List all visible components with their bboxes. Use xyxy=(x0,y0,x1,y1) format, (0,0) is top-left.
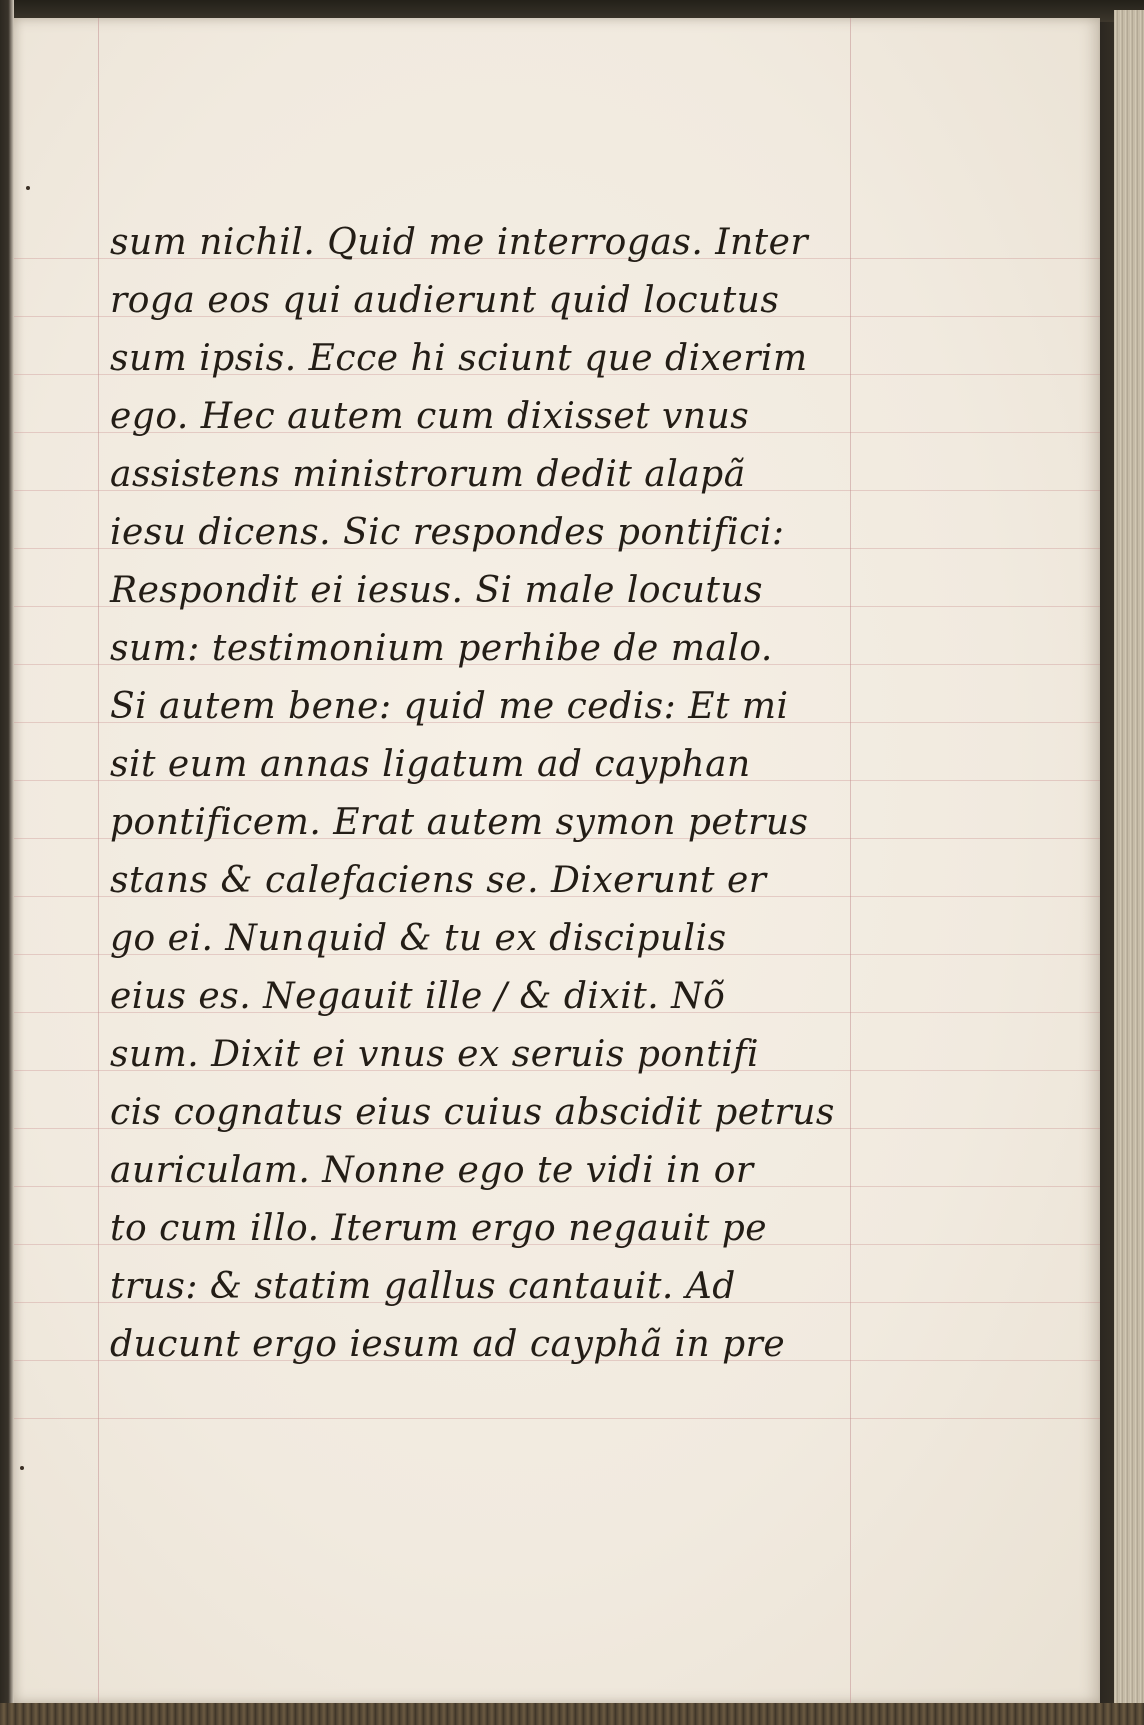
text-line: assistens ministrorum dedit alapã xyxy=(110,454,746,495)
text-line: pontificem. Erat autem symon petrus xyxy=(110,802,809,843)
text-line: roga eos qui audierunt quid locutus xyxy=(110,280,780,321)
text-line: iesu dicens. Sic respondes pontifici: xyxy=(110,512,785,553)
text-line: sum. Dixit ei vnus ex seruis pontifi xyxy=(110,1034,760,1075)
text-line: sum ipsis. Ecce hi sciunt que dixerim xyxy=(110,338,808,379)
text-line: ego. Hec autem cum dixisset vnus xyxy=(110,396,750,437)
text-line: sum: testimonium perhibe de malo. xyxy=(110,628,773,669)
text-line: auriculam. Nonne ego te vidi in or xyxy=(110,1150,754,1191)
left-ruling-line xyxy=(98,18,99,1703)
text-line: stans & calefaciens se. Dixerunt er xyxy=(110,860,767,901)
ruling-line xyxy=(14,1418,1100,1419)
text-line: go ei. Nunquid & tu ex discipulis xyxy=(110,918,727,959)
manuscript-page xyxy=(14,18,1100,1703)
bottom-binding-edge xyxy=(0,1703,1144,1725)
text-line: eius es. Negauit ille / & dixit. Nõ xyxy=(110,976,726,1017)
margin-mark xyxy=(20,1466,24,1470)
margin-mark xyxy=(26,186,30,190)
text-line: sit eum annas ligatum ad cayphan xyxy=(110,744,751,785)
text-line: Si autem bene: quid me cedis: Et mi xyxy=(110,686,789,727)
binding-gutter xyxy=(0,0,14,1725)
text-block xyxy=(110,214,890,1374)
page-edge-shadow xyxy=(1098,20,1114,1710)
page-edges xyxy=(1114,10,1144,1715)
text-line: trus: & statim gallus cantauit. Ad xyxy=(110,1266,736,1307)
text-line: cis cognatus eius cuius abscidit petrus xyxy=(110,1092,835,1133)
text-line: sum nichil. Quid me interrogas. Inter xyxy=(110,222,809,263)
text-line: to cum illo. Iterum ergo negauit pe xyxy=(110,1208,768,1249)
text-line: Respondit ei iesus. Si male locutus xyxy=(110,570,764,611)
text-line: ducunt ergo iesum ad cayphã in pre xyxy=(110,1324,786,1365)
